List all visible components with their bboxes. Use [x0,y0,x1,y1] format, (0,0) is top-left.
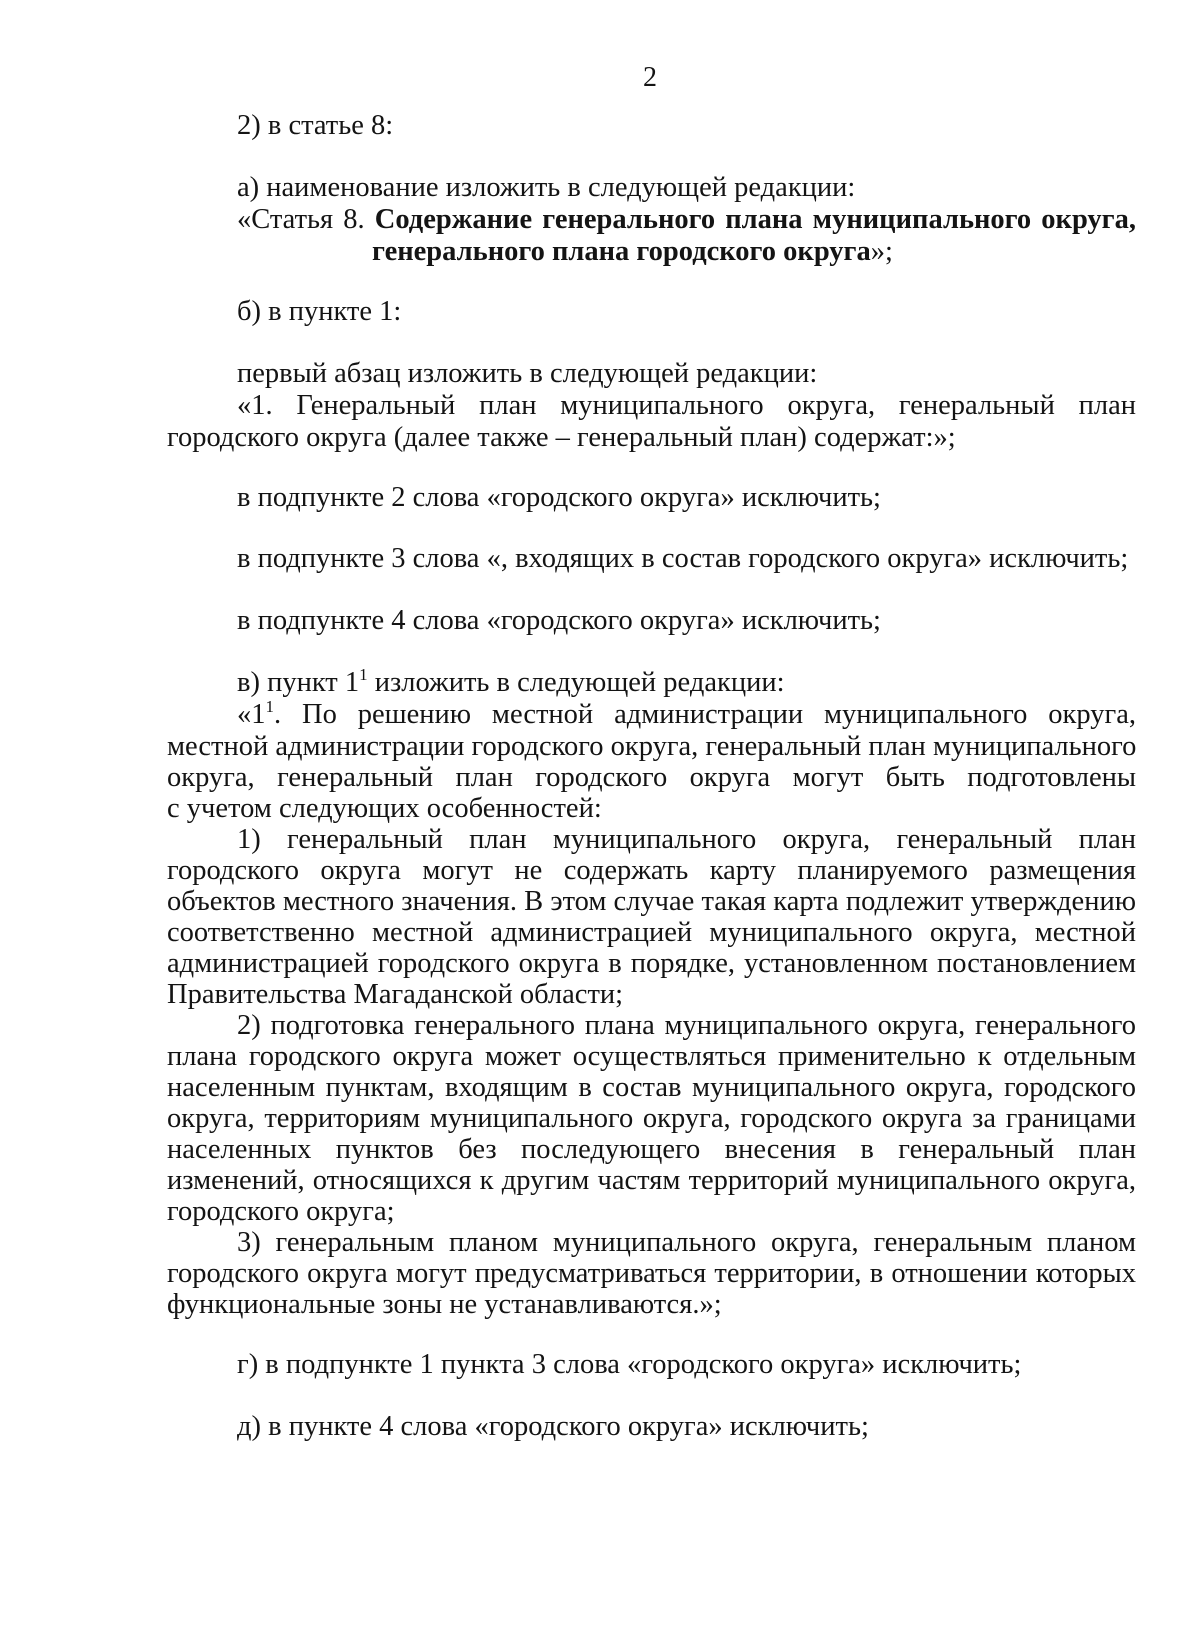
article-title-line1 [237,204,1136,236]
item-v-intro [237,667,785,699]
p2-line6: изменений, относящихся к другим частям территорий муниципального округа, [167,1165,1136,1196]
p3-line3: функциональные зоны не устанавливаются.»; [167,1289,722,1320]
title-close: »; [870,236,893,267]
item-v-intro-text: в) пункт 1 [237,667,360,698]
subpoint-2: в подпункте 2 слова «городского округа» исключить; [237,482,881,513]
p2-line2: плана городского округа может осуществляться применительно к отдельным [167,1041,1136,1072]
quote-line2: городского округа (далее также – генеральный план) содержат:»; [167,422,956,453]
p1-line5: администрацией городского округа в порядке, установленном постановлением [167,948,1136,979]
v-quote-line4: с учетом следующих особенностей: [167,793,602,824]
p2-line4: округа, территориям муниципального округа, городского округа за границами [167,1103,1136,1134]
p2-line3: населенным пунктам, входящим в состав муниципального округа, городского [167,1072,1136,1103]
superscript: 1 [359,665,368,684]
p3-line1: 3) генеральным планом муниципального округа, генеральным планом [237,1227,1136,1258]
p2-line7: городского округа; [167,1196,395,1227]
item-g: г) в подпункте 1 пункта 3 слова «городского округа» исключить; [237,1349,1022,1380]
p1-line1: 1) генеральный план муниципального округа, генеральный план [237,824,1136,855]
first-para-intro: первый абзац изложить в следующей редакции: [237,358,818,389]
p2-line5: населенных пунктов без последующего внесения в генеральный план [167,1134,1136,1165]
header-item: 2) в статье 8: [237,110,394,141]
item-d: д) в пункте 4 слова «городского округа» исключить; [237,1411,869,1442]
subpoint-3: в подпункте 3 слова «, входящих в состав городского округа» исключить; [237,543,1129,574]
v-quote-line3: округа, генеральный план городского округа могут быть подготовлены [167,762,1136,793]
p1-line6: Правительства Магаданской области; [167,979,624,1010]
q-open: «1 [237,699,266,730]
subpoint-4: в подпункте 4 слова «городского округа» исключить; [237,605,881,636]
v-quote-line2: местной администрации городского округа, генеральный план муниципального [167,731,1137,762]
title-bold-line1: Содержание генерального плана муниципального округа, [374,204,1136,235]
p1-line4: соответственно местной администрацией муниципального округа, местной [167,917,1136,948]
p2-line1: 2) подготовка генерального плана муниципального округа, генерального [237,1010,1136,1041]
article-title-line2 [372,236,893,268]
quote-line1: «1. Генеральный план муниципального округа, генеральный план [237,390,1136,421]
item-b-intro: б) в пункте 1: [237,296,402,327]
item-a-intro: а) наименование изложить в следующей редакции: [237,172,856,203]
p3-line2: городского округа могут предусматриваться территории, в отношении которых [167,1258,1136,1289]
title-bold-line2: генерального плана городского округа [372,236,871,267]
quote-open: «Статья 8. [237,204,365,235]
p1-line3: объектов местного значения. В этом случае такая карта подлежит утверждению [167,886,1136,917]
superscript: 1 [265,697,274,716]
p1-line2: городского округа могут не содержать карту планируемого размещения [167,855,1136,886]
q-line1-rest: . По решению местной администрации муниципального округа, [274,699,1136,730]
v-quote-line1 [237,699,1136,731]
page-number: 2 [643,62,657,93]
item-v-intro-rest: изложить в следующей редакции: [367,667,785,698]
